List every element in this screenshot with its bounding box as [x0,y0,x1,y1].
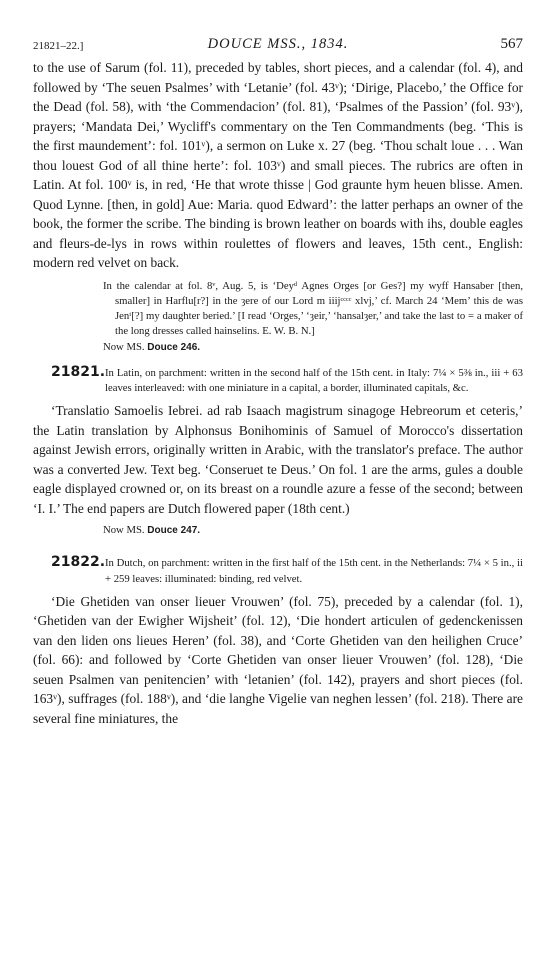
shelfmark-line [103,523,523,538]
running-head-range: 21821–22.] [33,40,84,52]
page-number: 567 [500,36,523,52]
shelfmark: Douce 246. [147,341,201,353]
body-paragraph-continuation: to the use of Sarum (fol. 11), preceded by tables, short pieces, and a calendar (fol. 4), and followed by ‘The seuen Psalmes’ with ‘Letanie’ (fol. 43ᵛ); ‘Dirige, Placebo,’ the Office for the Dead (fol. 58), with ‘the Commendacion’ (fol. 81), ‘Psalmes of the Passion’ (fol. 93ᵛ), prayers; ‘Mandata Dei,’ Wycliff's commentary on the Ten Commandments (beg. ‘This is the first maundement’: fol. 101ᵛ), a sermon on Luke x. 27 (beg. ‘Thou schalt loue . . . Wan thou louest God of all thine herte’: fol. 103ᵛ) and small pieces. The rubrics are often in Latin. At fol. 100ᵛ is, in red, ‘He that wrote thisse | God graunte hym heuen blisse. Amen. Quod Lynne. [then, in gold] Aue: Maria. quod Edward’: the latter perhaps an owner of the book, the former the scribe. The binding is brown leather on boards with ihs, double eagles and fleurs-de-lys in rows within roulettes of flowers and leaves, 15th cent., English: modern red velvet on back. [33,60,523,270]
shelfmark-prefix: Now MS. [103,340,148,353]
running-head [33,36,523,58]
running-head-title: DOUCE MSS., 1834. [207,36,349,52]
entry-text-21822: ‘Die Ghetiden van onser lieuer Vrouwen’ (fol. 75), preceded by a calendar (fol. 1), ‘Ghetiden van der Ewigher Wijsheit’ (fol. 12), ‘Die hondert articulen of gedenckenissen van den liden ons lieues Heren’ (fol. 38), and ‘Corte Ghetiden van den heilighen Cruce’ (fol. 66): and followed by ‘Corte Ghetiden van onser lieuer Vrouwen’ (fol. 128), ‘Die seuen Psalmen van penitencien’ with ‘letanien’ (fol. 142), prayers and short pieces (fol. 163ᵛ), suffrages (fol. 188ᵛ), and ‘die langhe Vigelie van neghen lessen’ (fol. 218). There are several fine miniatures, the [33,593,523,726]
shelfmark-prefix: Now MS. [103,524,148,537]
entry-header-21822 [33,556,523,587]
shelfmark: Douce 247. [147,525,201,537]
document-page [33,36,523,728]
entry-number: 21821. [51,363,106,380]
entry-description: In Dutch, on parchment: written in the first half of the 15th cent. in the Netherlands: 7¼ × 5 in., ii + 259 leaves: illuminated: binding, red velvet. [105,557,523,585]
footnote-calendar: In the calendar at fol. 8ᵛ, Aug. 5, is ‘Deyᵈ Agnes Orges [or Ges?] my wyff Hansaber [then, smaller] in Harflu[r?] in the ȝere of our Lord m iiijᶜᶜᶜᶜ xlvj,’ cf. March 24 ‘Mem’ this de was Jenᵗ[?] my daughter beried.’ [I read ‘Orges,’ ‘ȝeir,’ ‘hansalȝer,’ and take the last to = a maker of the long dresses called hainselins. E. W. B. N.] [103,279,523,338]
entry-text-21821: ‘Translatio Samoelis Iebrei. ad rab Isaach magistrum sinagoge Hebreorum et ceteris,’ the Latin translation by Alphonsus Bonihominis of Samuel of Morocco's dissertation against Jewish errors, originally written in Arabic, with the translator's preface. The author was a converted Jew. Text beg. ‘Conseruet te Deus.’ On fol. 1 are the arms, gules a double eagle displayed crowned or, on its breast on a roundle azure a fesse of the second; between ‘I. I.’ The end papers are Dutch flowered paper (18th cent.) [33,403,523,516]
entry-description: In Latin, on parchment: written in the second half of the 15th cent. in Italy: 7¼ × 5⅜ in., iii + 63 leaves interleaved: with one miniature in a capital, a border, illuminated capitals, &c. [105,366,523,394]
entry-number: 21822. [51,554,106,571]
entry-header-21821 [33,363,523,397]
shelfmark-line [103,340,523,355]
